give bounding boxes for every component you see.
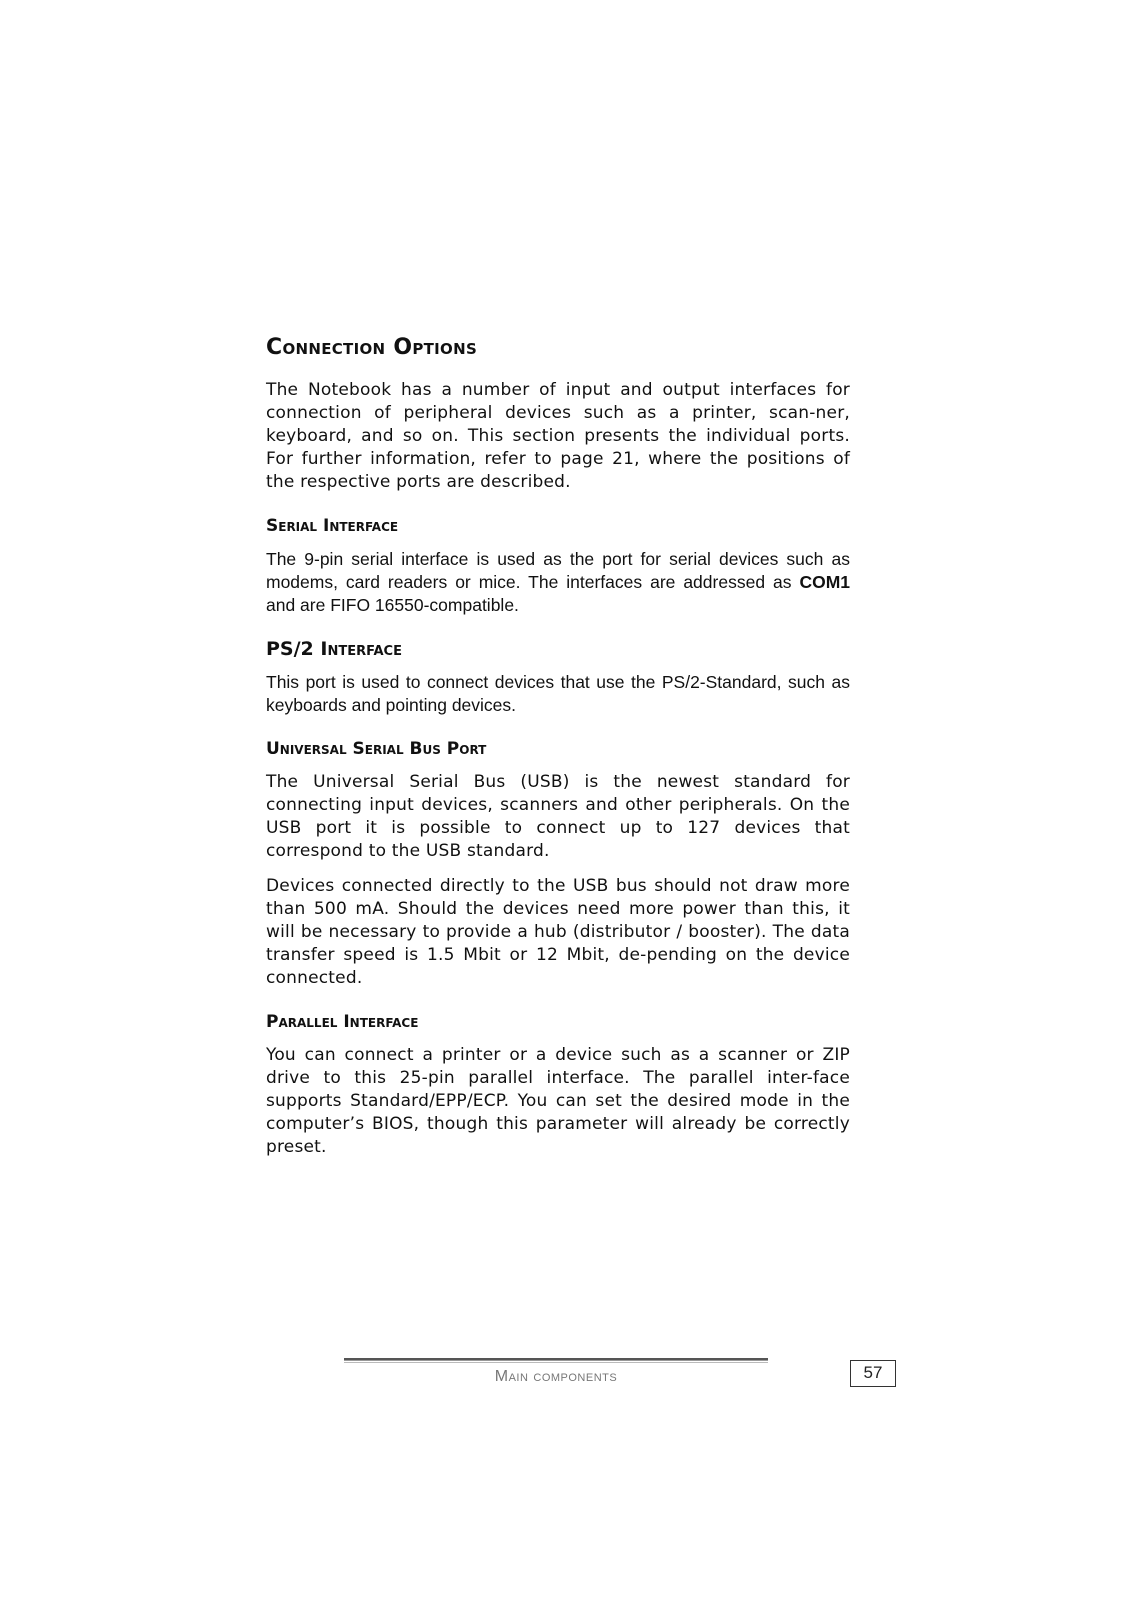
- page-content: [266, 333, 850, 1171]
- usb-port-heading: Universal Serial Bus Port: [266, 739, 487, 759]
- footer-rule-shadow: [344, 1362, 768, 1363]
- serial-text-after: and are FIFO 16550-compatible.: [266, 595, 519, 615]
- footer-chapter-label: Main components: [494, 1368, 618, 1385]
- page-number: 57: [850, 1360, 896, 1387]
- ps2-interface-paragraph: This port is used to connect devices that use the PS/2-Standard, such as keyboards and pointing devices.: [266, 672, 850, 715]
- usb-paragraph-2: Devices connected directly to the USB bus should not draw more than 500 mA. Should the devices need more power than this, it will be necessary to provide a hub (distributor / booster). The data transfer speed is 1.5 Mbit or 12 Mbit, de-pending on the device connected.: [266, 876, 850, 988]
- ps2-heading-rest: Interface: [320, 638, 402, 660]
- serial-port-name: COM1: [799, 572, 850, 592]
- parallel-interface-paragraph: You can connect a printer or a device such as a scanner or ZIP drive to this 25-pin parallel interface. The parallel inter-face supports Standard/EPP/ECP. You can set the desired mode in the computer’s BIOS, though this parameter will already be correctly preset.: [266, 1045, 850, 1157]
- intro-paragraph: The Notebook has a number of input and output interfaces for connection of peripheral devices such as a printer, scan-ner, keyboard, and so on. This section presents the individual ports. For further information, refer to page 21, where the positions of the respective ports are described.: [266, 380, 850, 492]
- page-title: Connection Options: [266, 335, 478, 360]
- usb-paragraph-1: The Universal Serial Bus (USB) is the newest standard for connecting input devices, scanners and other peripherals. On the USB port it is possible to connect up to 127 devices that correspond to the USB standard.: [266, 772, 850, 861]
- spacer: [266, 506, 850, 514]
- footer-rule: [344, 1358, 768, 1361]
- serial-interface-heading: Serial Interface: [266, 516, 399, 536]
- ps2-heading-prefix: PS/2: [266, 638, 321, 660]
- parallel-interface-heading: Parallel Interface: [266, 1012, 419, 1032]
- spacer: [266, 629, 850, 637]
- spacer: [266, 729, 850, 737]
- serial-text-before: The 9-pin serial interface is used as the port for serial devices such as modems, card readers or mice. The interfaces are addressed as: [266, 549, 850, 592]
- spacer: [266, 1002, 850, 1010]
- ps2-interface-heading: [266, 637, 850, 661]
- serial-interface-paragraph: [266, 548, 850, 617]
